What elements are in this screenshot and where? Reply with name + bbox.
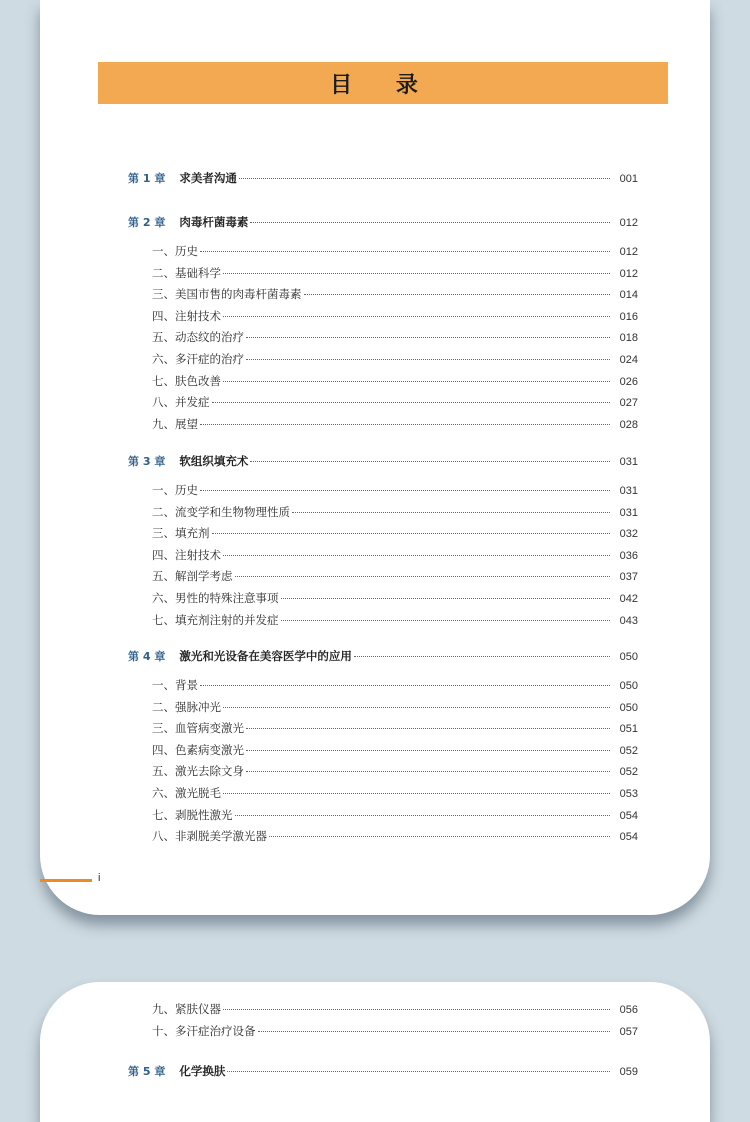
dot-leader <box>200 685 610 686</box>
page-ref: 001 <box>619 173 638 185</box>
dot-leader <box>223 707 610 708</box>
page-ref: 031 <box>619 485 638 497</box>
dot-leader <box>246 750 610 751</box>
section-title: 五、解剖学考虑 <box>152 569 233 584</box>
toc-page-1 <box>40 0 710 915</box>
dot-leader <box>246 728 610 729</box>
page-ref: 037 <box>619 571 638 584</box>
dot-leader <box>235 576 611 577</box>
page-ref: 028 <box>619 418 638 431</box>
toc-chapter-row[interactable] <box>128 453 638 469</box>
chapter-number: 第 4 章 <box>128 650 166 663</box>
page-ref: 052 <box>619 766 638 779</box>
dot-leader <box>281 620 611 621</box>
toc-chapter-row[interactable] <box>128 214 638 230</box>
page-ref: 050 <box>619 680 638 692</box>
dot-leader <box>223 381 610 382</box>
page-ref: 012 <box>619 217 638 229</box>
toc-section-row[interactable] <box>152 720 638 736</box>
dot-leader <box>223 273 610 274</box>
toc-section-row[interactable] <box>152 1001 638 1017</box>
dot-leader <box>223 1009 610 1010</box>
page-ref: 052 <box>619 744 638 757</box>
page-ref: 032 <box>619 528 638 541</box>
chapter-number: 第 1 章 <box>128 172 166 185</box>
page-ref: 024 <box>619 354 638 366</box>
section-title: 六、男性的特殊注意事项 <box>152 591 279 605</box>
dot-leader <box>227 1071 610 1072</box>
section-title: 四、注射技术 <box>152 547 221 562</box>
toc-section-row[interactable] <box>152 568 638 584</box>
section-title: 三、美国市售的肉毒杆菌毒素 <box>152 287 302 302</box>
page-ref: 027 <box>619 397 638 410</box>
toc-section-row[interactable] <box>152 504 638 520</box>
toc-chapter-row[interactable] <box>128 170 638 186</box>
page-ref: 057 <box>619 1026 638 1038</box>
toc-section-row[interactable] <box>152 482 638 498</box>
toc-section-row[interactable] <box>152 243 638 259</box>
section-title: 七、填充剂注射的并发症 <box>152 612 279 627</box>
page-ref: 031 <box>619 506 638 519</box>
section-title: 十、多汗症治疗设备 <box>152 1024 256 1038</box>
chapter-number: 第 3 章 <box>128 455 166 468</box>
dot-leader <box>246 359 610 360</box>
section-title: 八、并发症 <box>152 395 210 410</box>
page-ref: 012 <box>619 267 638 280</box>
page-ref: 012 <box>619 246 638 258</box>
dot-leader <box>281 598 611 599</box>
page-ref: 050 <box>619 701 638 714</box>
section-title: 二、强脉冲光 <box>152 699 221 714</box>
toc-section-row[interactable] <box>152 677 638 693</box>
toc-section-row[interactable] <box>152 807 638 823</box>
chapter-number: 第 5 章 <box>128 1065 166 1078</box>
dot-leader <box>223 555 610 556</box>
page-ref: 050 <box>619 651 638 663</box>
dot-leader <box>354 656 610 657</box>
toc-section-row[interactable] <box>152 351 638 367</box>
section-title: 一、背景 <box>152 678 198 692</box>
toc-section-row[interactable] <box>152 763 638 779</box>
page-ref: 054 <box>619 831 638 844</box>
chapter-title: 求美者沟通 <box>179 171 237 185</box>
footer-accent-line <box>40 879 92 882</box>
toc-section-row[interactable] <box>152 265 638 281</box>
dot-leader <box>200 251 610 252</box>
dot-leader <box>200 424 610 425</box>
toc-section-row[interactable] <box>152 785 638 801</box>
toc-section-row[interactable] <box>152 742 638 758</box>
toc-section-row[interactable] <box>152 329 638 345</box>
toc-section-row[interactable] <box>152 373 638 389</box>
toc-section-row[interactable] <box>152 286 638 302</box>
chapter-number: 第 2 章 <box>128 216 166 229</box>
toc-section-row[interactable] <box>152 828 638 844</box>
page-ref: 014 <box>619 289 638 302</box>
dot-leader <box>223 793 610 794</box>
toc-section-row[interactable] <box>152 308 638 324</box>
toc-section-row[interactable] <box>152 699 638 715</box>
toc-chapter-row[interactable] <box>128 648 638 664</box>
toc-section-row[interactable] <box>152 590 638 606</box>
page-number: i <box>98 872 101 884</box>
page-ref: 018 <box>619 332 638 345</box>
dot-leader <box>292 512 610 513</box>
page-ref: 043 <box>619 614 638 627</box>
page-ref: 036 <box>619 549 638 562</box>
section-title: 七、剥脱性激光 <box>152 807 233 822</box>
dot-leader <box>246 337 610 338</box>
dot-leader <box>212 533 611 534</box>
page-ref: 059 <box>619 1066 638 1078</box>
dot-leader <box>239 178 610 179</box>
section-title: 三、填充剂 <box>152 526 210 541</box>
dot-leader <box>235 815 611 816</box>
toc-section-row[interactable] <box>152 394 638 410</box>
section-title: 七、肤色改善 <box>152 373 221 388</box>
page-ref: 031 <box>619 456 638 468</box>
section-title: 八、非剥脱美学激光器 <box>152 829 267 844</box>
dot-leader <box>269 836 610 837</box>
toc-section-row[interactable] <box>152 547 638 563</box>
section-title: 四、色素病变激光 <box>152 742 244 757</box>
toc-section-row[interactable] <box>152 1023 638 1039</box>
toc-section-row[interactable] <box>152 525 638 541</box>
page-ref: 042 <box>619 593 638 605</box>
page-ref: 054 <box>619 809 638 822</box>
toc-section-row[interactable] <box>152 612 638 628</box>
dot-leader <box>304 294 611 295</box>
section-title: 六、激光脱毛 <box>152 786 221 800</box>
chapter-title: 软组织填充术 <box>179 454 249 468</box>
section-title: 一、历史 <box>152 244 198 258</box>
dot-leader <box>258 1031 611 1032</box>
section-title: 五、动态纹的治疗 <box>152 330 244 345</box>
dot-leader <box>250 222 610 223</box>
section-title: 九、紧肤仪器 <box>152 1002 221 1016</box>
section-title: 二、流变学和生物物理性质 <box>152 504 290 519</box>
page-ref: 053 <box>619 788 638 800</box>
dot-leader <box>223 316 610 317</box>
page-ref: 016 <box>619 310 638 323</box>
chapter-title: 化学换肤 <box>179 1064 226 1078</box>
section-title: 二、基础科学 <box>152 265 221 280</box>
section-title: 三、血管病变激光 <box>152 721 244 736</box>
section-title: 四、注射技术 <box>152 308 221 323</box>
chapter-title: 肉毒杆菌毒素 <box>179 215 249 229</box>
page-ref: 056 <box>619 1004 638 1016</box>
toc-page-2 <box>40 982 710 1122</box>
dot-leader <box>200 490 610 491</box>
dot-leader <box>212 402 611 403</box>
page-ref: 051 <box>619 723 638 736</box>
chapter-title: 激光和光设备在美容医学中的应用 <box>179 649 352 663</box>
section-title: 一、历史 <box>152 483 198 497</box>
page-ref: 026 <box>619 375 638 388</box>
toc-section-row[interactable] <box>152 416 638 432</box>
section-title: 九、展望 <box>152 416 198 431</box>
dot-leader <box>250 461 610 462</box>
section-title: 六、多汗症的治疗 <box>152 352 244 366</box>
section-title: 五、激光去除文身 <box>152 764 244 779</box>
toc-title: 目 录 <box>98 62 668 104</box>
dot-leader <box>246 771 610 772</box>
